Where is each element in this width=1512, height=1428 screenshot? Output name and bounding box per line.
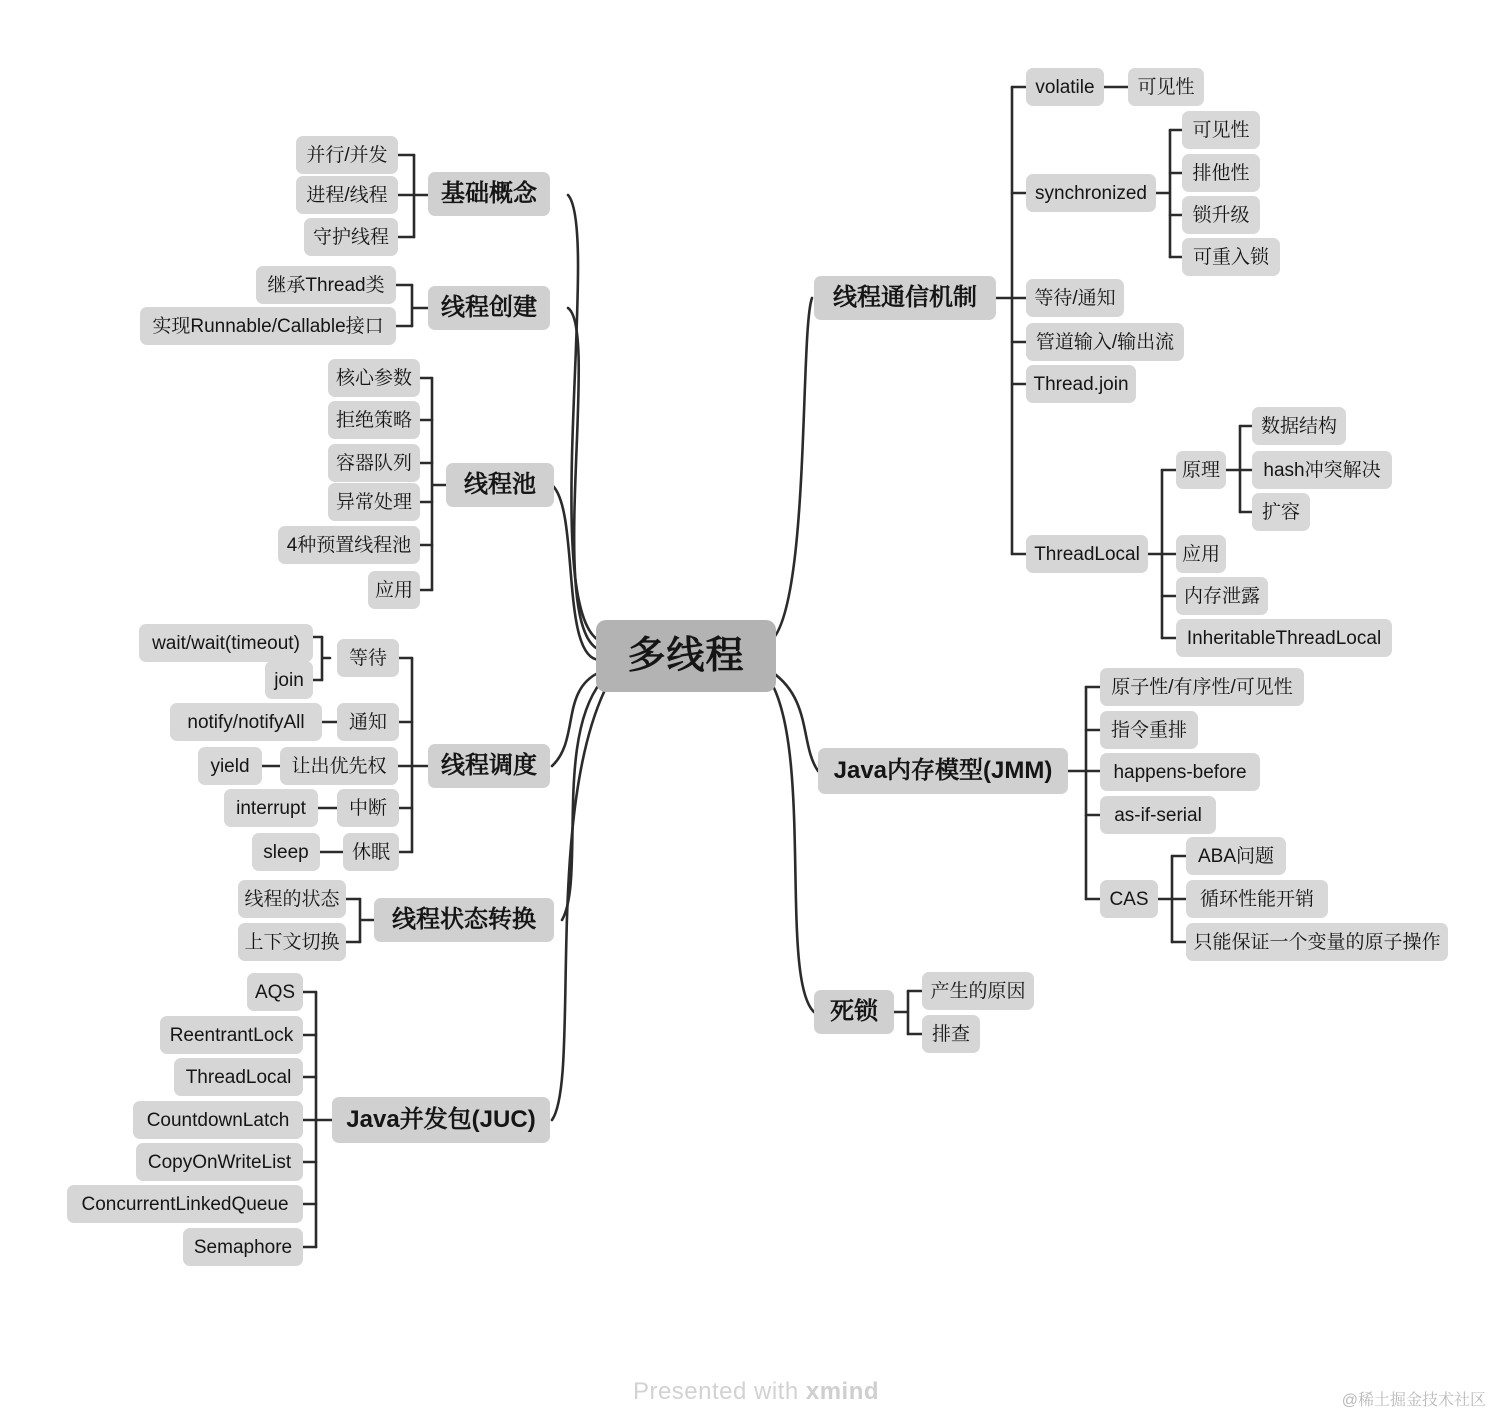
leaf-label: 应用: [374, 579, 413, 601]
leaf-label: CountdownLatch: [146, 1109, 290, 1131]
leaf-label: 实现Runnable/Callable接口: [152, 315, 384, 337]
branch-thread-scheduling[interactable]: [428, 744, 550, 788]
leaf-copyonwritelist[interactable]: [136, 1143, 303, 1181]
leaf-label: 让出优先权: [291, 755, 387, 777]
leaf-sync-reentrant[interactable]: [1182, 238, 1280, 276]
leaf-label: happens-before: [1113, 761, 1247, 783]
leaf-volatile[interactable]: [1026, 68, 1104, 106]
leaf-container-queue[interactable]: [328, 444, 420, 482]
leaf-hash-conflict[interactable]: [1252, 451, 1392, 489]
leaf-label: AQS: [254, 981, 296, 1003]
leaf-label: 排他性: [1192, 162, 1250, 184]
leaf-countdownlatch[interactable]: [133, 1101, 303, 1139]
leaf-notify-group[interactable]: [337, 703, 399, 741]
leaf-label: ABA问题: [1197, 845, 1275, 867]
leaf-label: synchronized: [1035, 182, 1147, 204]
branch-thread-communication[interactable]: [814, 276, 996, 320]
branch-thread-state-transition[interactable]: [374, 898, 554, 942]
leaf-label: 休眠: [351, 841, 390, 863]
leaf-label: 异常处理: [335, 491, 412, 513]
leaf-label: 继承Thread类: [267, 274, 385, 296]
branch-juc[interactable]: [332, 1097, 550, 1143]
leaf-label: 原子性/有序性/可见性: [1111, 676, 1293, 698]
leaf-exception-handling[interactable]: [328, 483, 420, 521]
root-label: 多线程: [627, 635, 745, 677]
branch-label: 线程调度: [441, 752, 537, 779]
leaf-label: 数据结构: [1260, 415, 1337, 437]
leaf-label: 等待/通知: [1034, 287, 1116, 309]
leaf-notify-notifyall[interactable]: [170, 703, 322, 741]
leaf-label: 循环性能开销: [1199, 888, 1314, 910]
leaf-sleep[interactable]: [252, 833, 320, 871]
leaf-reentrantlock[interactable]: [160, 1016, 303, 1054]
leaf-label: Thread.join: [1033, 373, 1129, 395]
leaf-label: 通知: [348, 711, 387, 733]
footer-prefix: Presented with: [632, 1378, 806, 1405]
leaf-label: 管道输入/输出流: [1035, 331, 1175, 353]
leaf-label: 核心参数: [335, 367, 412, 389]
leaf-daemon-thread[interactable]: [304, 218, 398, 256]
leaf-parallel-concurrent[interactable]: [296, 136, 398, 174]
leaf-volatile-visibility[interactable]: [1128, 68, 1204, 106]
leaf-label: yield: [210, 755, 250, 777]
leaf-label: 产生的原因: [930, 980, 1026, 1002]
leaf-label: 拒绝策略: [335, 409, 412, 431]
leaf-pool-application[interactable]: [368, 571, 420, 609]
leaf-yield[interactable]: [198, 747, 262, 785]
leaf-thread-states[interactable]: [238, 880, 346, 918]
leaf-yield-priority[interactable]: [280, 747, 398, 785]
leaf-label: 可见性: [1192, 119, 1250, 141]
leaf-label: 锁升级: [1192, 204, 1250, 226]
leaf-label: 内存泄露: [1183, 585, 1260, 607]
leaf-sync-lock-upgrade[interactable]: [1182, 196, 1260, 234]
leaf-memory-leak[interactable]: [1176, 577, 1268, 615]
branch-basic-concepts[interactable]: [428, 172, 550, 216]
leaf-label: 只能保证一个变量的原子操作: [1193, 931, 1441, 953]
leaf-concurrentlinkedqueue[interactable]: [67, 1185, 303, 1223]
leaf-aba-problem[interactable]: [1186, 837, 1286, 875]
leaf-wait-notify[interactable]: [1026, 279, 1124, 317]
leaf-wait-group[interactable]: [337, 639, 399, 677]
leaf-label: as-if-serial: [1114, 804, 1202, 826]
leaf-label: 原理: [1181, 459, 1220, 481]
leaf-label: hash冲突解决: [1263, 459, 1381, 481]
leaf-threadlocal-application[interactable]: [1176, 535, 1226, 573]
branch-label: 线程状态转换: [392, 906, 536, 933]
leaf-label: 应用: [1181, 543, 1220, 565]
leaf-instruction-reorder[interactable]: [1100, 711, 1198, 749]
leaf-label: 可重入锁: [1192, 246, 1269, 268]
leaf-label: CopyOnWriteList: [147, 1151, 292, 1173]
leaf-cas[interactable]: [1100, 880, 1158, 918]
leaf-synchronized[interactable]: [1026, 174, 1156, 212]
leaf-deadlock-troubleshoot[interactable]: [922, 1015, 980, 1053]
leaf-label: ConcurrentLinkedQueue: [81, 1193, 289, 1215]
leaf-wait-timeout[interactable]: [139, 624, 313, 662]
leaf-label: ReentrantLock: [169, 1024, 294, 1046]
leaf-label: wait/wait(timeout): [152, 632, 300, 654]
leaf-label: CAS: [1109, 888, 1149, 910]
leaf-label: 守护线程: [312, 226, 389, 248]
footer-credit: [0, 1378, 1512, 1406]
leaf-sync-exclusivity[interactable]: [1182, 154, 1260, 192]
leaf-threadlocal-juc[interactable]: [174, 1058, 303, 1096]
leaf-label: 等待: [348, 647, 387, 669]
leaf-label: ThreadLocal: [1034, 543, 1140, 565]
leaf-label: 4种预置线程池: [286, 534, 412, 556]
leaf-happens-before[interactable]: [1100, 753, 1260, 791]
leaf-label: 进程/线程: [306, 184, 388, 206]
branch-thread-pool[interactable]: [446, 463, 554, 507]
leaf-resize[interactable]: [1252, 493, 1310, 531]
branch-thread-creation[interactable]: [428, 286, 550, 330]
leaf-implement-runnable-callable[interactable]: [140, 307, 396, 345]
leaf-loop-overhead[interactable]: [1186, 880, 1328, 918]
leaf-label: 扩容: [1261, 501, 1300, 523]
leaf-label: volatile: [1035, 76, 1095, 98]
leaf-label: 上下文切换: [244, 931, 340, 953]
leaf-label: notify/notifyAll: [187, 711, 305, 733]
leaf-threadlocal-principle[interactable]: [1176, 451, 1226, 489]
leaf-aqs[interactable]: [247, 973, 303, 1011]
leaf-single-var-atomic[interactable]: [1186, 923, 1448, 961]
leaf-as-if-serial[interactable]: [1100, 796, 1216, 834]
branch-label: 线程池: [464, 471, 536, 498]
leaf-label: 排查: [931, 1023, 970, 1045]
leaf-threadlocal[interactable]: [1026, 535, 1148, 573]
leaf-extend-thread[interactable]: [256, 266, 396, 304]
leaf-label: 线程的状态: [244, 888, 340, 910]
leaf-inheritable-threadlocal[interactable]: [1176, 619, 1392, 657]
leaf-label: join: [274, 669, 304, 691]
watermark: @稀土掘金技术社区: [1341, 1392, 1486, 1409]
leaf-interrupt[interactable]: [224, 789, 318, 827]
footer-brand: xmind: [805, 1378, 880, 1405]
branch-jmm[interactable]: [818, 748, 1068, 794]
leaf-reject-policy[interactable]: [328, 401, 420, 439]
leaf-thread-join[interactable]: [1026, 365, 1136, 403]
leaf-label: interrupt: [236, 797, 306, 819]
leaf-deadlock-causes[interactable]: [922, 972, 1034, 1010]
leaf-label: sleep: [263, 841, 309, 863]
leaf-label: 容器队列: [335, 452, 412, 474]
leaf-label: 中断: [348, 797, 387, 819]
leaf-context-switch[interactable]: [238, 923, 346, 961]
branch-label: 线程通信机制: [833, 284, 977, 311]
leaf-core-params[interactable]: [328, 359, 420, 397]
leaf-four-preset-pools[interactable]: [278, 526, 420, 564]
leaf-label: InheritableThreadLocal: [1186, 627, 1382, 649]
branch-label: 基础概念: [441, 180, 537, 207]
leaf-piped-io[interactable]: [1026, 323, 1184, 361]
leaf-label: Semaphore: [193, 1236, 293, 1258]
branch-label: 线程创建: [441, 294, 537, 321]
leaf-interrupt-group[interactable]: [337, 789, 399, 827]
leaf-atomicity-ordering-visibility[interactable]: [1100, 668, 1304, 706]
leaf-semaphore[interactable]: [183, 1228, 303, 1266]
branch-label: Java并发包(JUC): [346, 1106, 536, 1133]
leaf-label: 指令重排: [1110, 719, 1187, 741]
leaf-data-structure[interactable]: [1252, 407, 1346, 445]
leaf-join[interactable]: [265, 661, 313, 699]
leaf-sync-visibility[interactable]: [1182, 111, 1260, 149]
branch-label: Java内存模型(JMM): [833, 757, 1053, 784]
leaf-process-thread[interactable]: [296, 176, 398, 214]
leaf-label: ThreadLocal: [185, 1066, 292, 1088]
root-node[interactable]: [596, 620, 776, 692]
branch-deadlock[interactable]: [814, 990, 894, 1034]
leaf-label: 并行/并发: [306, 144, 388, 166]
branch-label: 死锁: [830, 998, 878, 1025]
leaf-label: 可见性: [1137, 76, 1195, 98]
leaf-sleep-group[interactable]: [343, 833, 399, 871]
